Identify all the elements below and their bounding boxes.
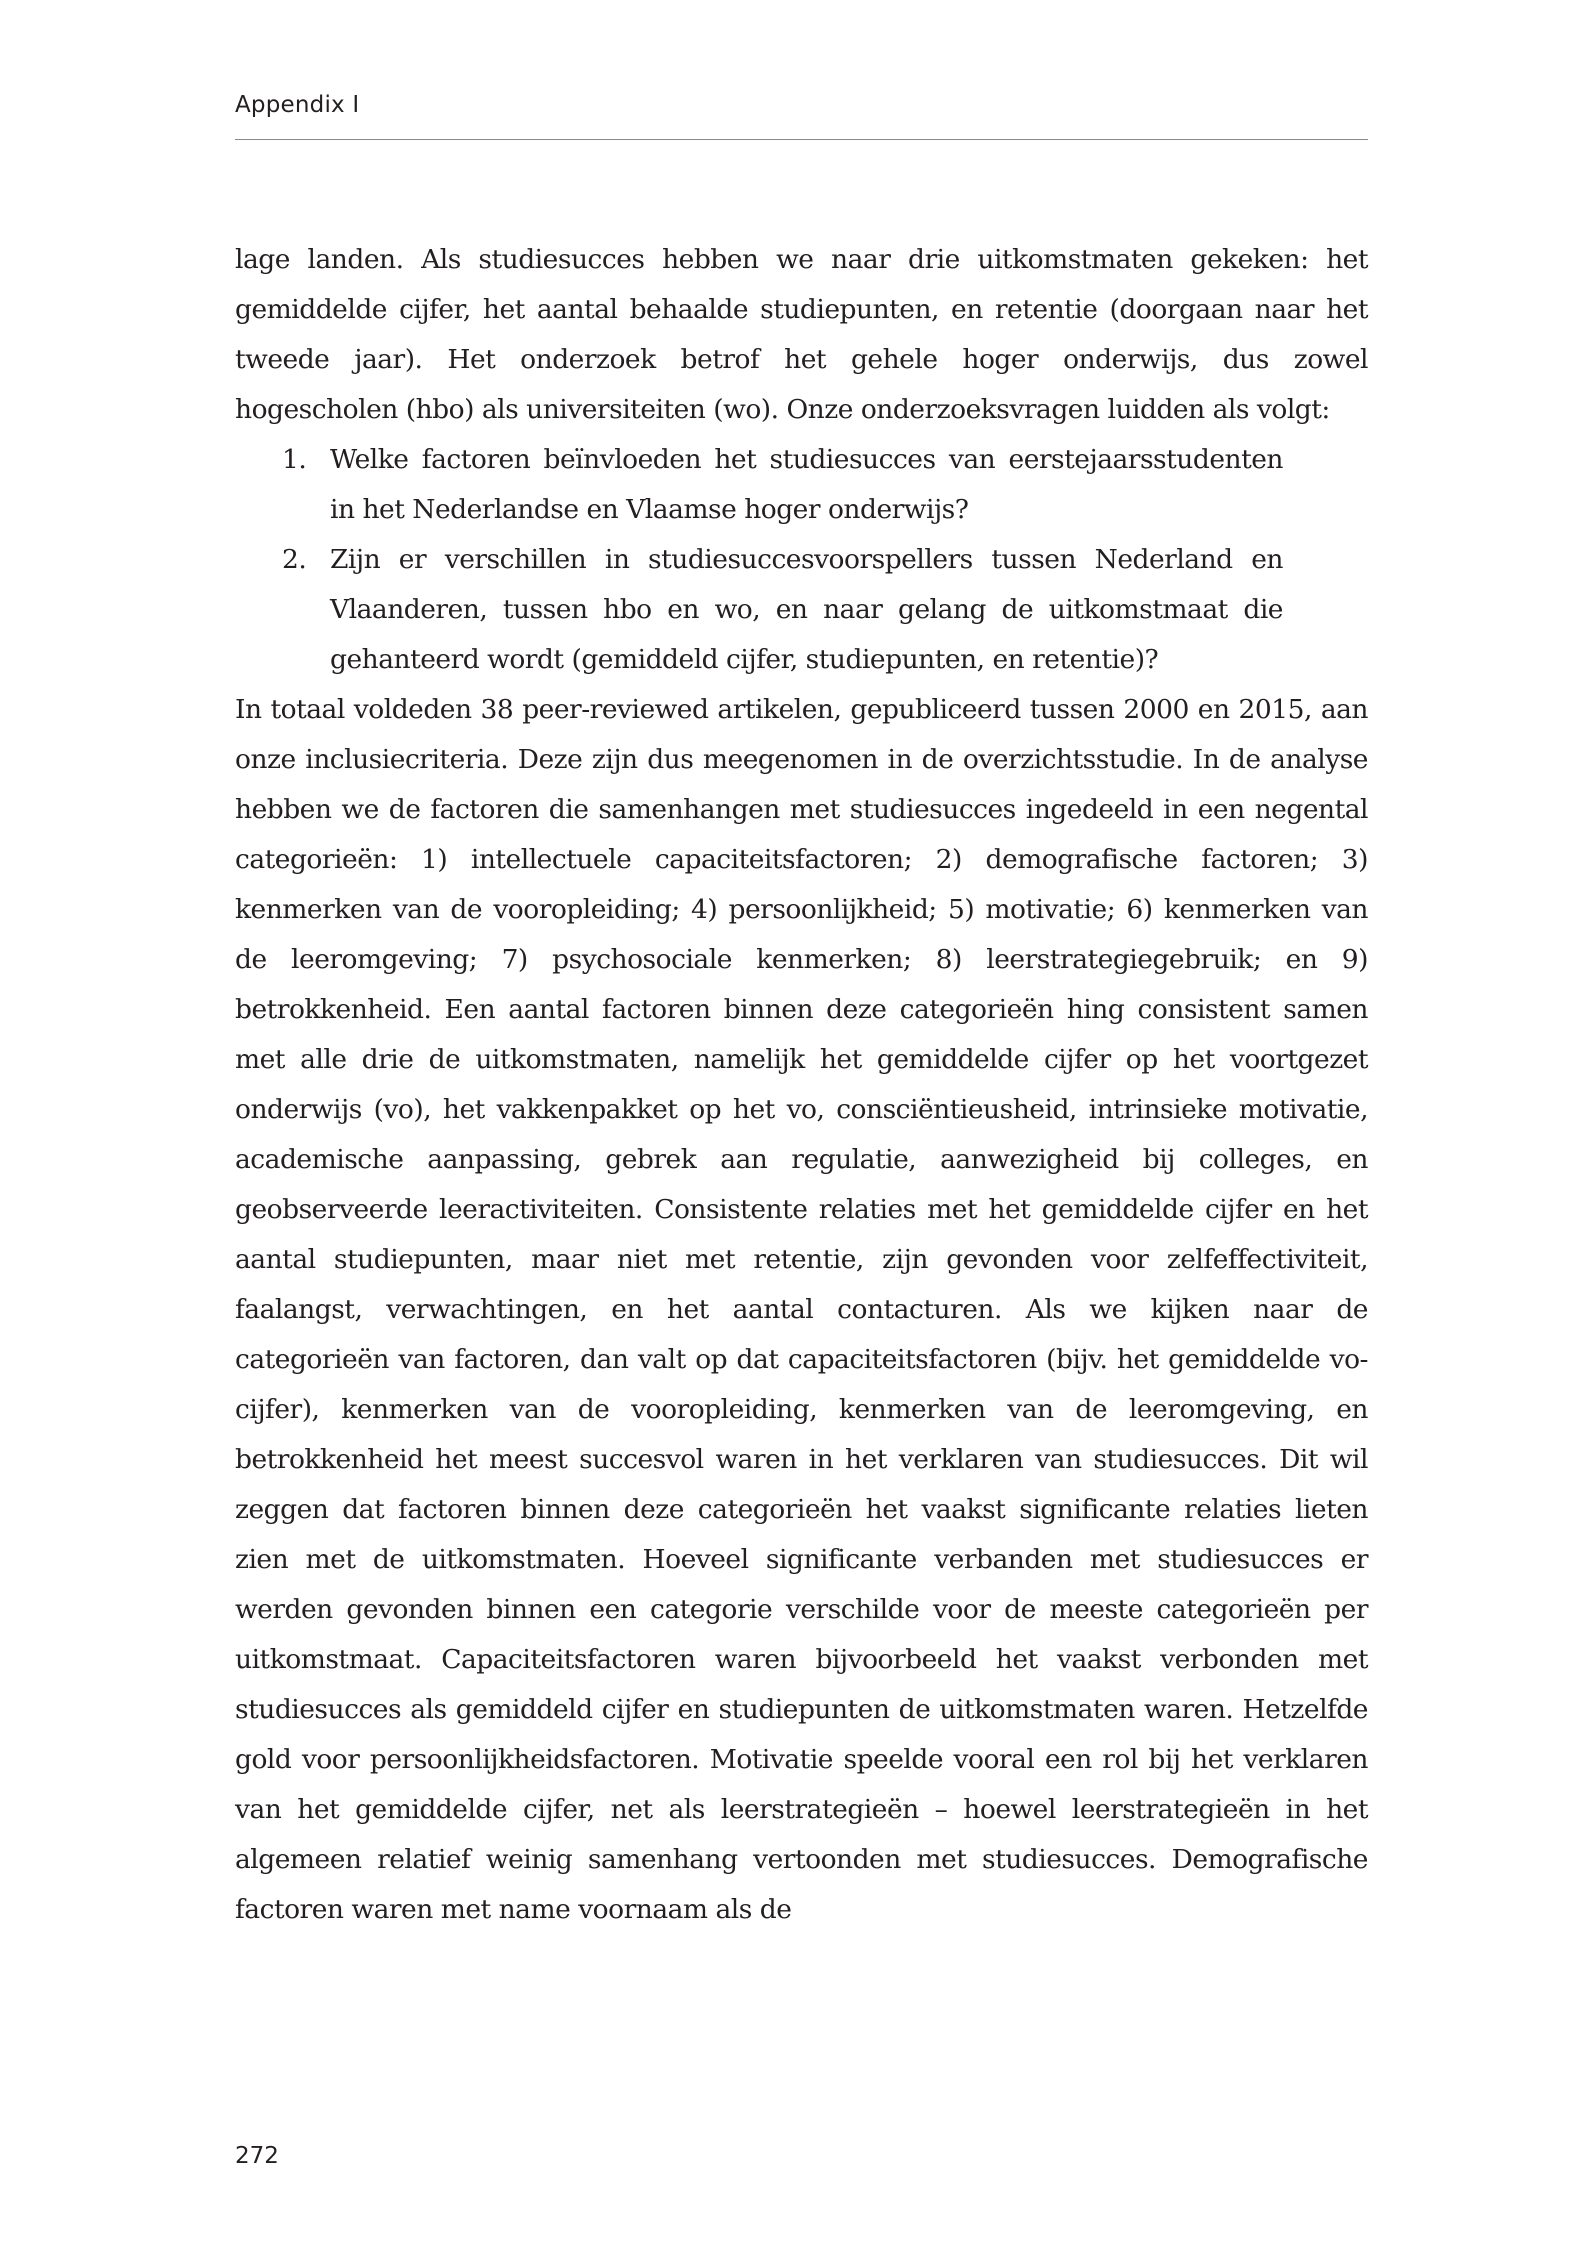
research-questions-list (235, 435, 1368, 685)
list-item-text: Welke factoren beïnvloeden het studiesucces van eerstejaarsstudenten in het Nederlandse en Vlaamse hoger onderwijs? (330, 444, 1283, 525)
main-paragraph: In totaal voldeden 38 peer-reviewed artikelen, gepubliceerd tussen 2000 en 2015, aan onze inclusiecriteria. Deze zijn dus meegenomen in de overzichtsstudie. In de analyse hebben we de factoren die samenhangen met studiesucces ingedeeld in een negental categorieën: 1) intellectuele capaciteitsfactoren; 2) demografische factoren; 3) kenmerken van de vooropleiding; 4) persoonlijkheid; 5) motivatie; 6) kenmerken van de leeromgeving; 7) psychosociale kenmerken; 8) leerstrategiegebruik; en 9) betrokkenheid. Een aantal factoren binnen deze categorieën hing consistent samen met alle drie de uitkomstmaten, namelijk het gemiddelde cijfer op het voortgezet onderwijs (vo), het vakkenpakket op het vo, consciëntieusheid, intrinsieke motivatie, academische aanpassing, gebrek aan regulatie, aanwezigheid bij colleges, en geobserveerde leeractiviteiten. Consistente relaties met het gemiddelde cijfer en het aantal studiepunten, maar niet met retentie, zijn gevonden voor zelfeffectiviteit, faalangst, verwachtingen, en het aantal contacturen. Als we kijken naar de categorieën van factoren, dan valt op dat capaciteitsfactoren (bijv. het gemiddelde vo-cijfer), kenmerken van de vooropleiding, kenmerken van de leeromgeving, en betrokkenheid het meest succesvol waren in het verklaren van studiesucces. Dit wil zeggen dat factoren binnen deze categorieën het vaakst significante relaties lieten zien met de uitkomstmaten. Hoeveel significante verbanden met studiesucces er werden gevonden binnen een categorie verschilde voor de meeste categorieën per uitkomstmaat. Capaciteitsfactoren waren bijvoorbeeld het vaakst verbonden met studiesucces als gemiddeld cijfer en studiepunten de uitkomstmaten waren. Hetzelfde gold voor persoonlijkheidsfactoren. Motivatie speelde vooral een rol bij het verklaren van het gemiddelde cijfer, net als leerstrategieën – hoewel leerstrategieën in het algemeen relatief weinig samenhang vertoonden met studiesucces. Demografische factoren waren met name voornaam als de (235, 694, 1368, 1925)
page-number: 272 (235, 2143, 279, 2169)
intro-paragraph: lage landen. Als studiesucces hebben we naar drie uitkomstmaten gekeken: het gemiddelde cijfer, het aantal behaalde studiepunten, en retentie (doorgaan naar het tweede jaar). Het onderzoek betrof het gehele hoger onderwijs, dus zowel hogescholen (hbo) als universiteiten (wo). Onze onderzoeksvragen luidden als volgt: (235, 244, 1368, 425)
list-item-number: 2. (282, 544, 307, 575)
header-divider (235, 139, 1368, 140)
list-item-text: Zijn er verschillen in studiesuccesvoorspellers tussen Nederland en Vlaanderen, tussen hbo en wo, en naar gelang de uitkomstmaat die gehanteerd wordt (gemiddeld cijfer, studiepunten, en retentie)? (330, 544, 1283, 675)
page-body (235, 235, 1368, 1935)
list-item-number: 1. (282, 444, 307, 475)
research-question-item (235, 435, 1368, 535)
research-question-item (235, 535, 1368, 685)
running-head-title: Appendix I (235, 92, 360, 118)
